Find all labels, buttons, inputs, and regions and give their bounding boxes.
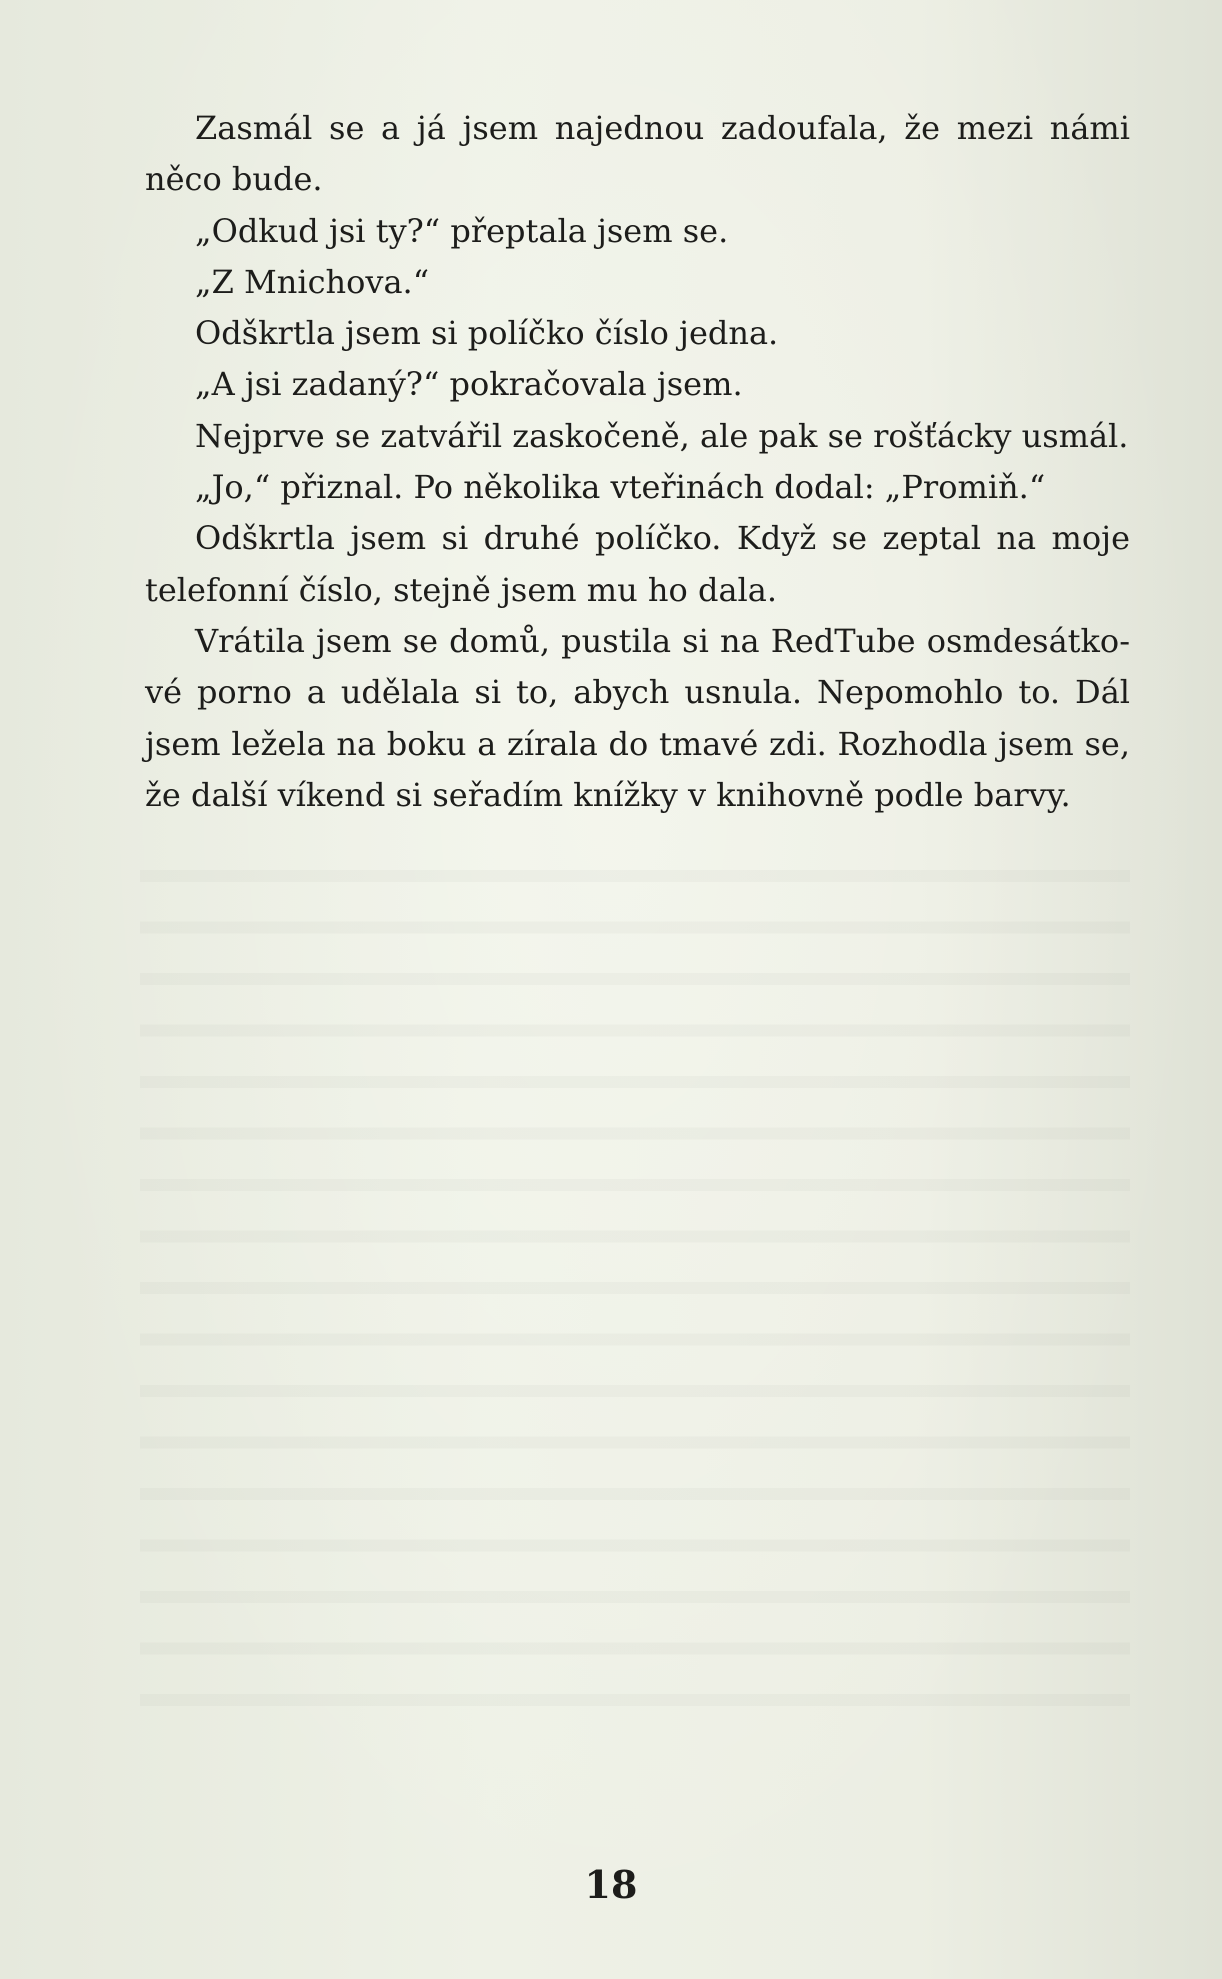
paragraph: Odškrtla jsem si políčko číslo jedna. — [195, 314, 779, 353]
paragraph: Zasmál se a já jsem najednou zadoufala, že mezi námi něco bude. — [145, 109, 1130, 199]
page-number: 18 — [584, 1862, 638, 1907]
paragraph: „Jo,“ přiznal. Po několika vteřinách dodal: „Promiň.“ — [195, 468, 1046, 507]
paragraph: „Z Mnichova.“ — [195, 262, 430, 301]
paragraph: „Odkud jsi ty?“ přeptala jsem se. — [195, 211, 729, 250]
body-text — [145, 103, 1130, 821]
show-through-text-texture — [140, 840, 1130, 1740]
paragraph: „A jsi zadaný?“ pokračovala jsem. — [195, 365, 743, 404]
paragraph: Odškrtla jsem si druhé políčko. Když se zeptal na moje telefonní číslo, stejně jsem mu ho dala. — [145, 519, 1130, 609]
paragraph: Vrátila jsem se domů, pustila si na RedTube osmdesátkové porno a udělala si to, abych usnula. Nepomohlo to. Dál jsem ležela na boku a zírala do tmavé zdi. Rozhodla jsem se, že další víkend si seřadím knížky v knihovně podle barvy. — [145, 621, 1130, 814]
paragraph: Nejprve se zatvářil zaskočeně, ale pak se rošťácky usmál. — [195, 416, 1129, 455]
